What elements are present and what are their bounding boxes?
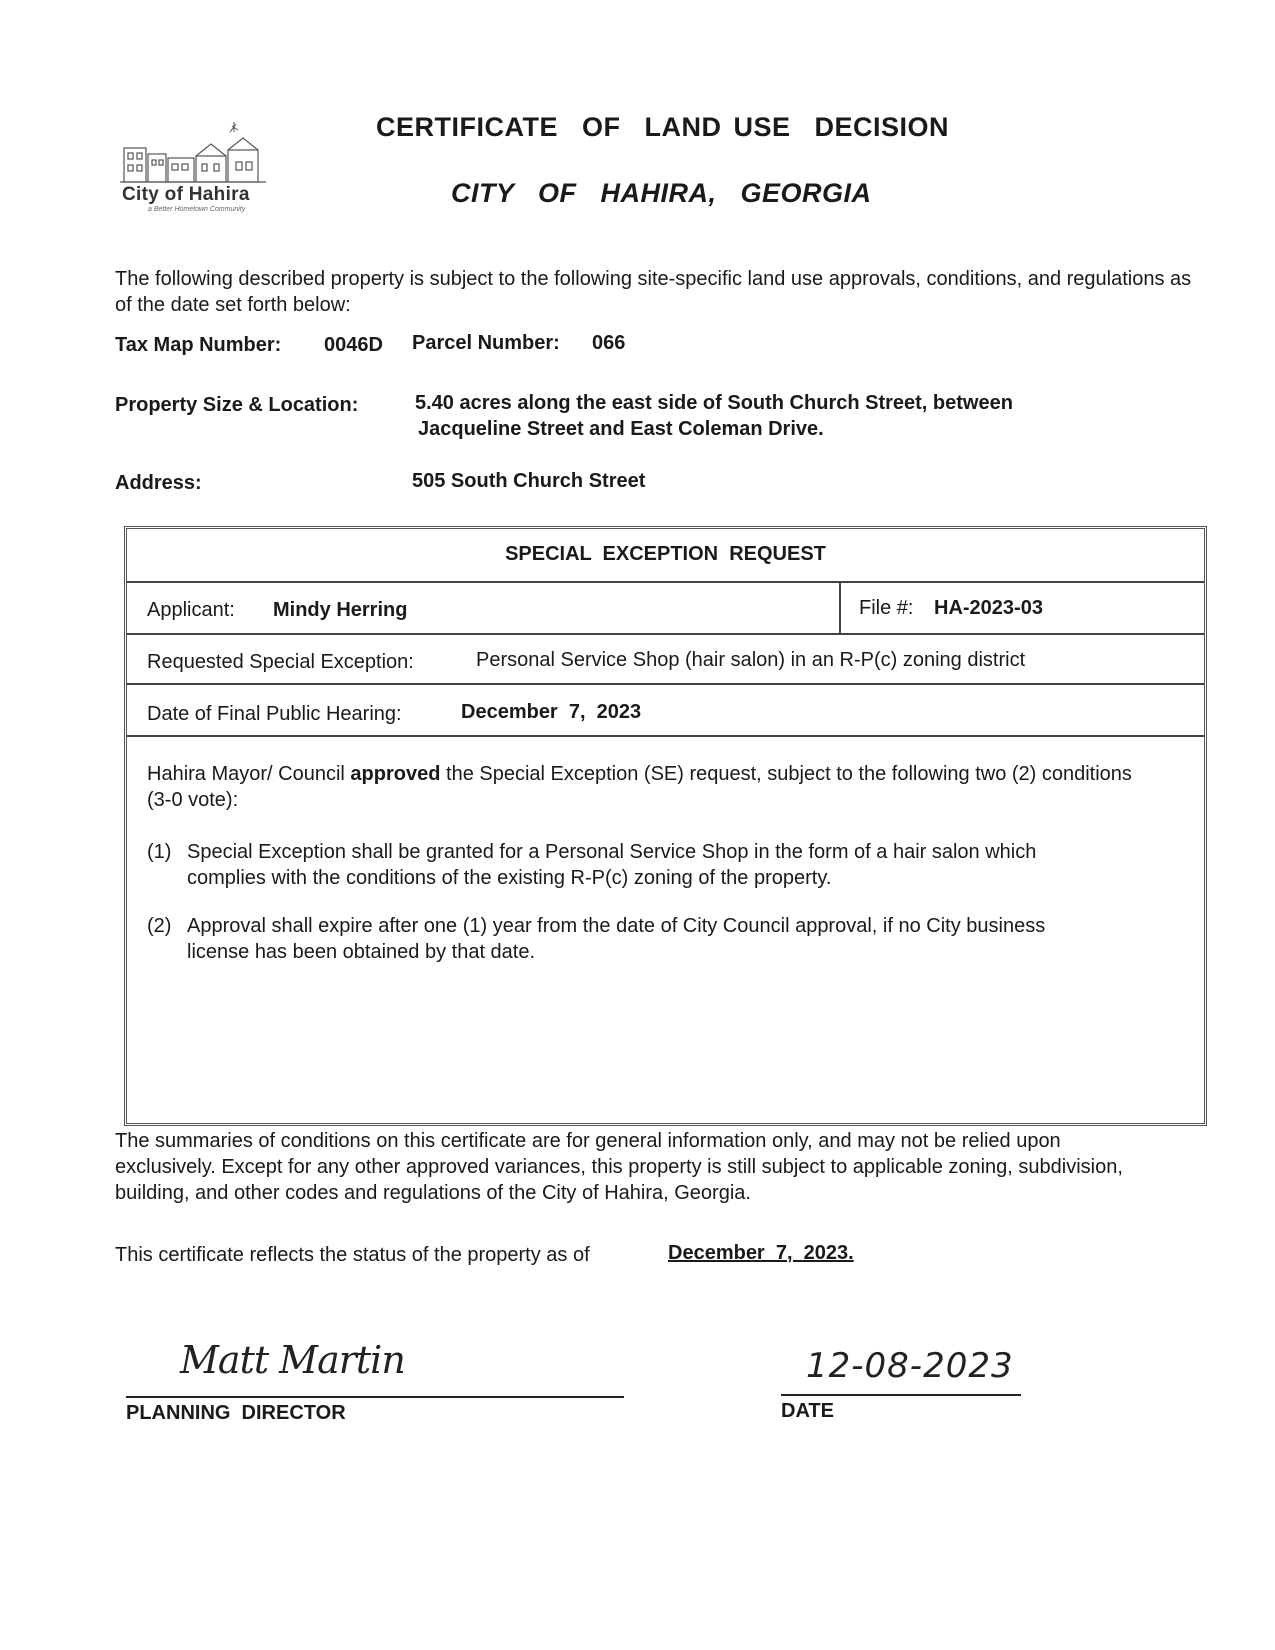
city-skyline-icon	[118, 122, 278, 184]
requested-label: Requested Special Exception:	[147, 651, 414, 673]
hearing-value: December 7, 2023	[461, 701, 642, 723]
address-value: 505 South Church Street	[412, 470, 646, 492]
address-label: Address:	[115, 472, 202, 494]
logo-tagline: a Better Hometown Community	[148, 206, 246, 213]
size-location-line2: Jacqueline Street and East Coleman Drive.	[418, 418, 824, 440]
document-title: CERTIFICATE OF LAND USE DECISION	[376, 112, 950, 142]
tax-map-value: 0046D	[324, 334, 383, 356]
condition-1-text: Special Exception shall be granted for a Personal Service Shop in the form of a hair salon which complies with the conditions of the existing R-P(c) zoning of the property.	[187, 841, 1037, 889]
date-label: DATE	[781, 1400, 834, 1422]
size-location-line1: 5.40 acres along the east side of South Church Street, between	[415, 392, 1013, 414]
requested-value: Personal Service Shop (hair salon) in an R-P(c) zoning district	[476, 649, 1026, 671]
condition-1-number: (1)	[147, 841, 172, 863]
logo-text: City of Hahira	[122, 184, 250, 205]
status-text: This certificate reflects the status of the property as of	[115, 1244, 590, 1266]
planning-director-label: PLANNING DIRECTOR	[126, 1402, 346, 1424]
special-exception-box	[124, 526, 1207, 1126]
file-value: HA-2023-03	[934, 597, 1043, 619]
decision-text: Hahira Mayor/ Council approved the Special Exception (SE) request, subject to the following two (2) conditions (3-0 vote):	[147, 763, 1132, 811]
decision-approved: approved	[350, 763, 441, 785]
box-heading: SPECIAL EXCEPTION REQUEST	[505, 543, 826, 565]
signature-line	[126, 1396, 624, 1398]
intro-text: The following described property is subject to the following site-specific land use approvals, conditions, and regulations as of the date set forth below:	[115, 268, 1192, 316]
file-label: File #:	[859, 597, 914, 619]
applicant-label: Applicant:	[147, 599, 235, 621]
signed-date: 12-08-2023	[806, 1346, 1014, 1386]
tax-map-label: Tax Map Number:	[115, 334, 282, 356]
disclaimer-text: The summaries of conditions on this certificate are for general information only, and may not be relied upon exclusively. Except for any other approved variances, this property is still subject to applicable zoning, subdivision, building, and other codes and regulations of the City of Hahira, Georgia.	[115, 1130, 1123, 1204]
parcel-label: Parcel Number:	[412, 332, 560, 354]
date-line	[781, 1394, 1021, 1396]
status-date: December 7, 2023.	[668, 1242, 854, 1264]
parcel-value: 066	[592, 332, 626, 354]
planning-director-signature: Matt Martin	[180, 1338, 405, 1382]
size-location-label: Property Size & Location:	[115, 394, 359, 416]
applicant-value: Mindy Herring	[273, 599, 408, 621]
city-logo	[118, 122, 278, 222]
condition-2-text: Approval shall expire after one (1) year from the date of City Council approval, if no City business license has been obtained by that date.	[187, 915, 1046, 963]
document-subtitle: CITY OF HAHIRA, GEORGIA	[451, 178, 872, 208]
hearing-label: Date of Final Public Hearing:	[147, 703, 402, 725]
condition-2-number: (2)	[147, 915, 172, 937]
